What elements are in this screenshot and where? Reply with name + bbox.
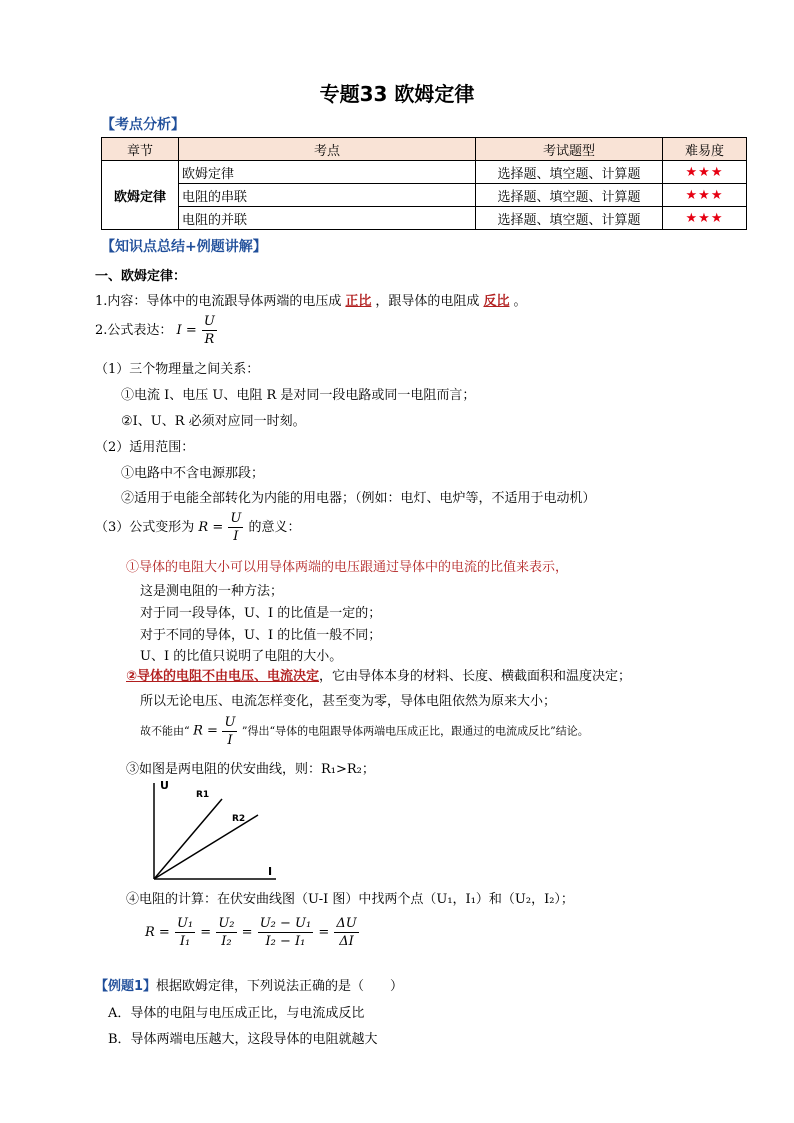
content-line: 1.内容：导体中的电流跟导体两端的电压成 正比 ，跟导体的电阻成 反比 。: [95, 294, 527, 309]
header-chapter: 章节: [102, 138, 179, 161]
emphasis-text: ②导体的电阻不由电压、电流决定: [126, 669, 320, 684]
text-line: 这是测电阻的一种方法；: [140, 584, 284, 599]
subheading-relation: （1）三个物理量之间关系：: [95, 362, 260, 377]
text-line: 所以无论电压、电流怎样变化，甚至变为零，导体电阻依然为原来大小；: [140, 694, 557, 709]
formula-variant-line: （3）公式变形为 R = $\frac{U}{I}$ 的意义：: [95, 511, 301, 544]
label-r1: R1: [196, 790, 210, 800]
section-heading-analysis: 【考点分析】: [101, 117, 185, 133]
axis-label-i: I: [268, 865, 273, 878]
topic-table: [101, 137, 747, 230]
text-line: ①电路中不含电源那段；: [121, 466, 265, 481]
line-r1: [154, 799, 222, 879]
text-line: 对于不同的导体，U、I 的比值一般不同；: [140, 628, 382, 643]
fraction-u-over-i: $\frac{U}{I}$: [230, 511, 242, 544]
table-row: [102, 207, 747, 230]
text-line: ④电阻的计算：在伏安曲线图（U-I 图）中找两个点（U₁，I₁）和（U₂，I₂）；: [126, 892, 574, 907]
text-line: U、I 的比值只说明了电阻的大小。: [140, 649, 343, 664]
topic-cell: 电阻的并联: [179, 207, 476, 230]
text-line: ①电流 I、电压 U、电阻 R 是对同一段电路或同一电阻而言；: [121, 388, 476, 403]
page-title: 专题33 欧姆定律: [319, 82, 475, 106]
chapter-cell: 欧姆定律: [102, 161, 179, 230]
fraction-u-over-i: $\frac{U}{I}$: [224, 715, 236, 748]
type-cell: 选择题、填空题、计算题: [476, 161, 663, 184]
highlight-line: ①导体的电阻大小可以用导体两端的电压跟通过导体中的电流的比值来表示，: [126, 560, 569, 575]
difficulty-stars: ★★★: [663, 161, 747, 184]
section-heading-summary: 【知识点总结+例题讲解】: [101, 239, 267, 255]
header-difficulty: 难易度: [663, 138, 747, 161]
line-r2: [154, 815, 258, 879]
difficulty-stars: ★★★: [663, 184, 747, 207]
table-header-row: [102, 138, 747, 161]
text-line: ②适用于电能全部转化为内能的用电器；（例如：电灯、电炉等，不适用于电动机）: [121, 491, 596, 506]
answer-blank-1: 正比: [345, 294, 372, 309]
label-r2: R2: [232, 814, 246, 824]
header-type: 考试题型: [476, 138, 663, 161]
table-row: [102, 184, 747, 207]
topic-cell: 电阻的串联: [179, 184, 476, 207]
difficulty-stars: ★★★: [663, 207, 747, 230]
example-tag: 【例题1】: [95, 979, 157, 994]
table-row: [102, 161, 747, 184]
conclusion-line: 故不能由“ R = $\frac{U}{I}$ ”得出“导体的电阻跟导体两端电压成正比，跟通过的电流成反比”结论。: [140, 715, 589, 748]
text-line: ③如图是两电阻的伏安曲线，则：R₁>R₂；: [126, 762, 375, 777]
heading-ohms-law: 一、欧姆定律：: [95, 269, 187, 284]
emphasis-line: ②导体的电阻不由电压、电流决定，它由导体本身的材料、长度、横截面积和温度决定；: [126, 669, 632, 684]
topic-cell: 欧姆定律: [179, 161, 476, 184]
subheading-scope: （2）适用范围：: [95, 440, 195, 455]
formula-line: 2.公式表达： I = $\frac{U}{R}$: [95, 314, 215, 347]
answer-blank-2: 反比: [483, 294, 510, 309]
resistance-equation: R = $\frac{\text{U₁}}{\text{I₁}}$ = $\frac{\text{U₂}}{\text{I₂}}$ = $\frac{\text{U₂ − U₁}}{\text{I₂ − I₁}}$ = $\frac{\Delta U}{\Delta I}$: [145, 916, 357, 949]
type-cell: 选择题、填空题、计算题: [476, 184, 663, 207]
header-topic: 考点: [179, 138, 476, 161]
axis-label-u: U: [160, 779, 169, 792]
example-question: 【例题1】根据欧姆定律，下列说法正确的是（ ）: [95, 979, 404, 994]
text-line: 对于同一段导体，U、I 的比值是一定的；: [140, 606, 382, 621]
type-cell: 选择题、填空题、计算题: [476, 207, 663, 230]
option-b: B．导体两端电压越大，这段导体的电阻就越大: [108, 1032, 378, 1047]
option-a: A．导体的电阻与电压成正比，与电流成反比: [108, 1006, 365, 1021]
iv-curve-graph: [140, 775, 290, 890]
fraction-u-over-r: $\frac{U}{R}$: [203, 314, 215, 347]
text-line: ②I、U、R 必须对应同一时刻。: [121, 414, 306, 429]
